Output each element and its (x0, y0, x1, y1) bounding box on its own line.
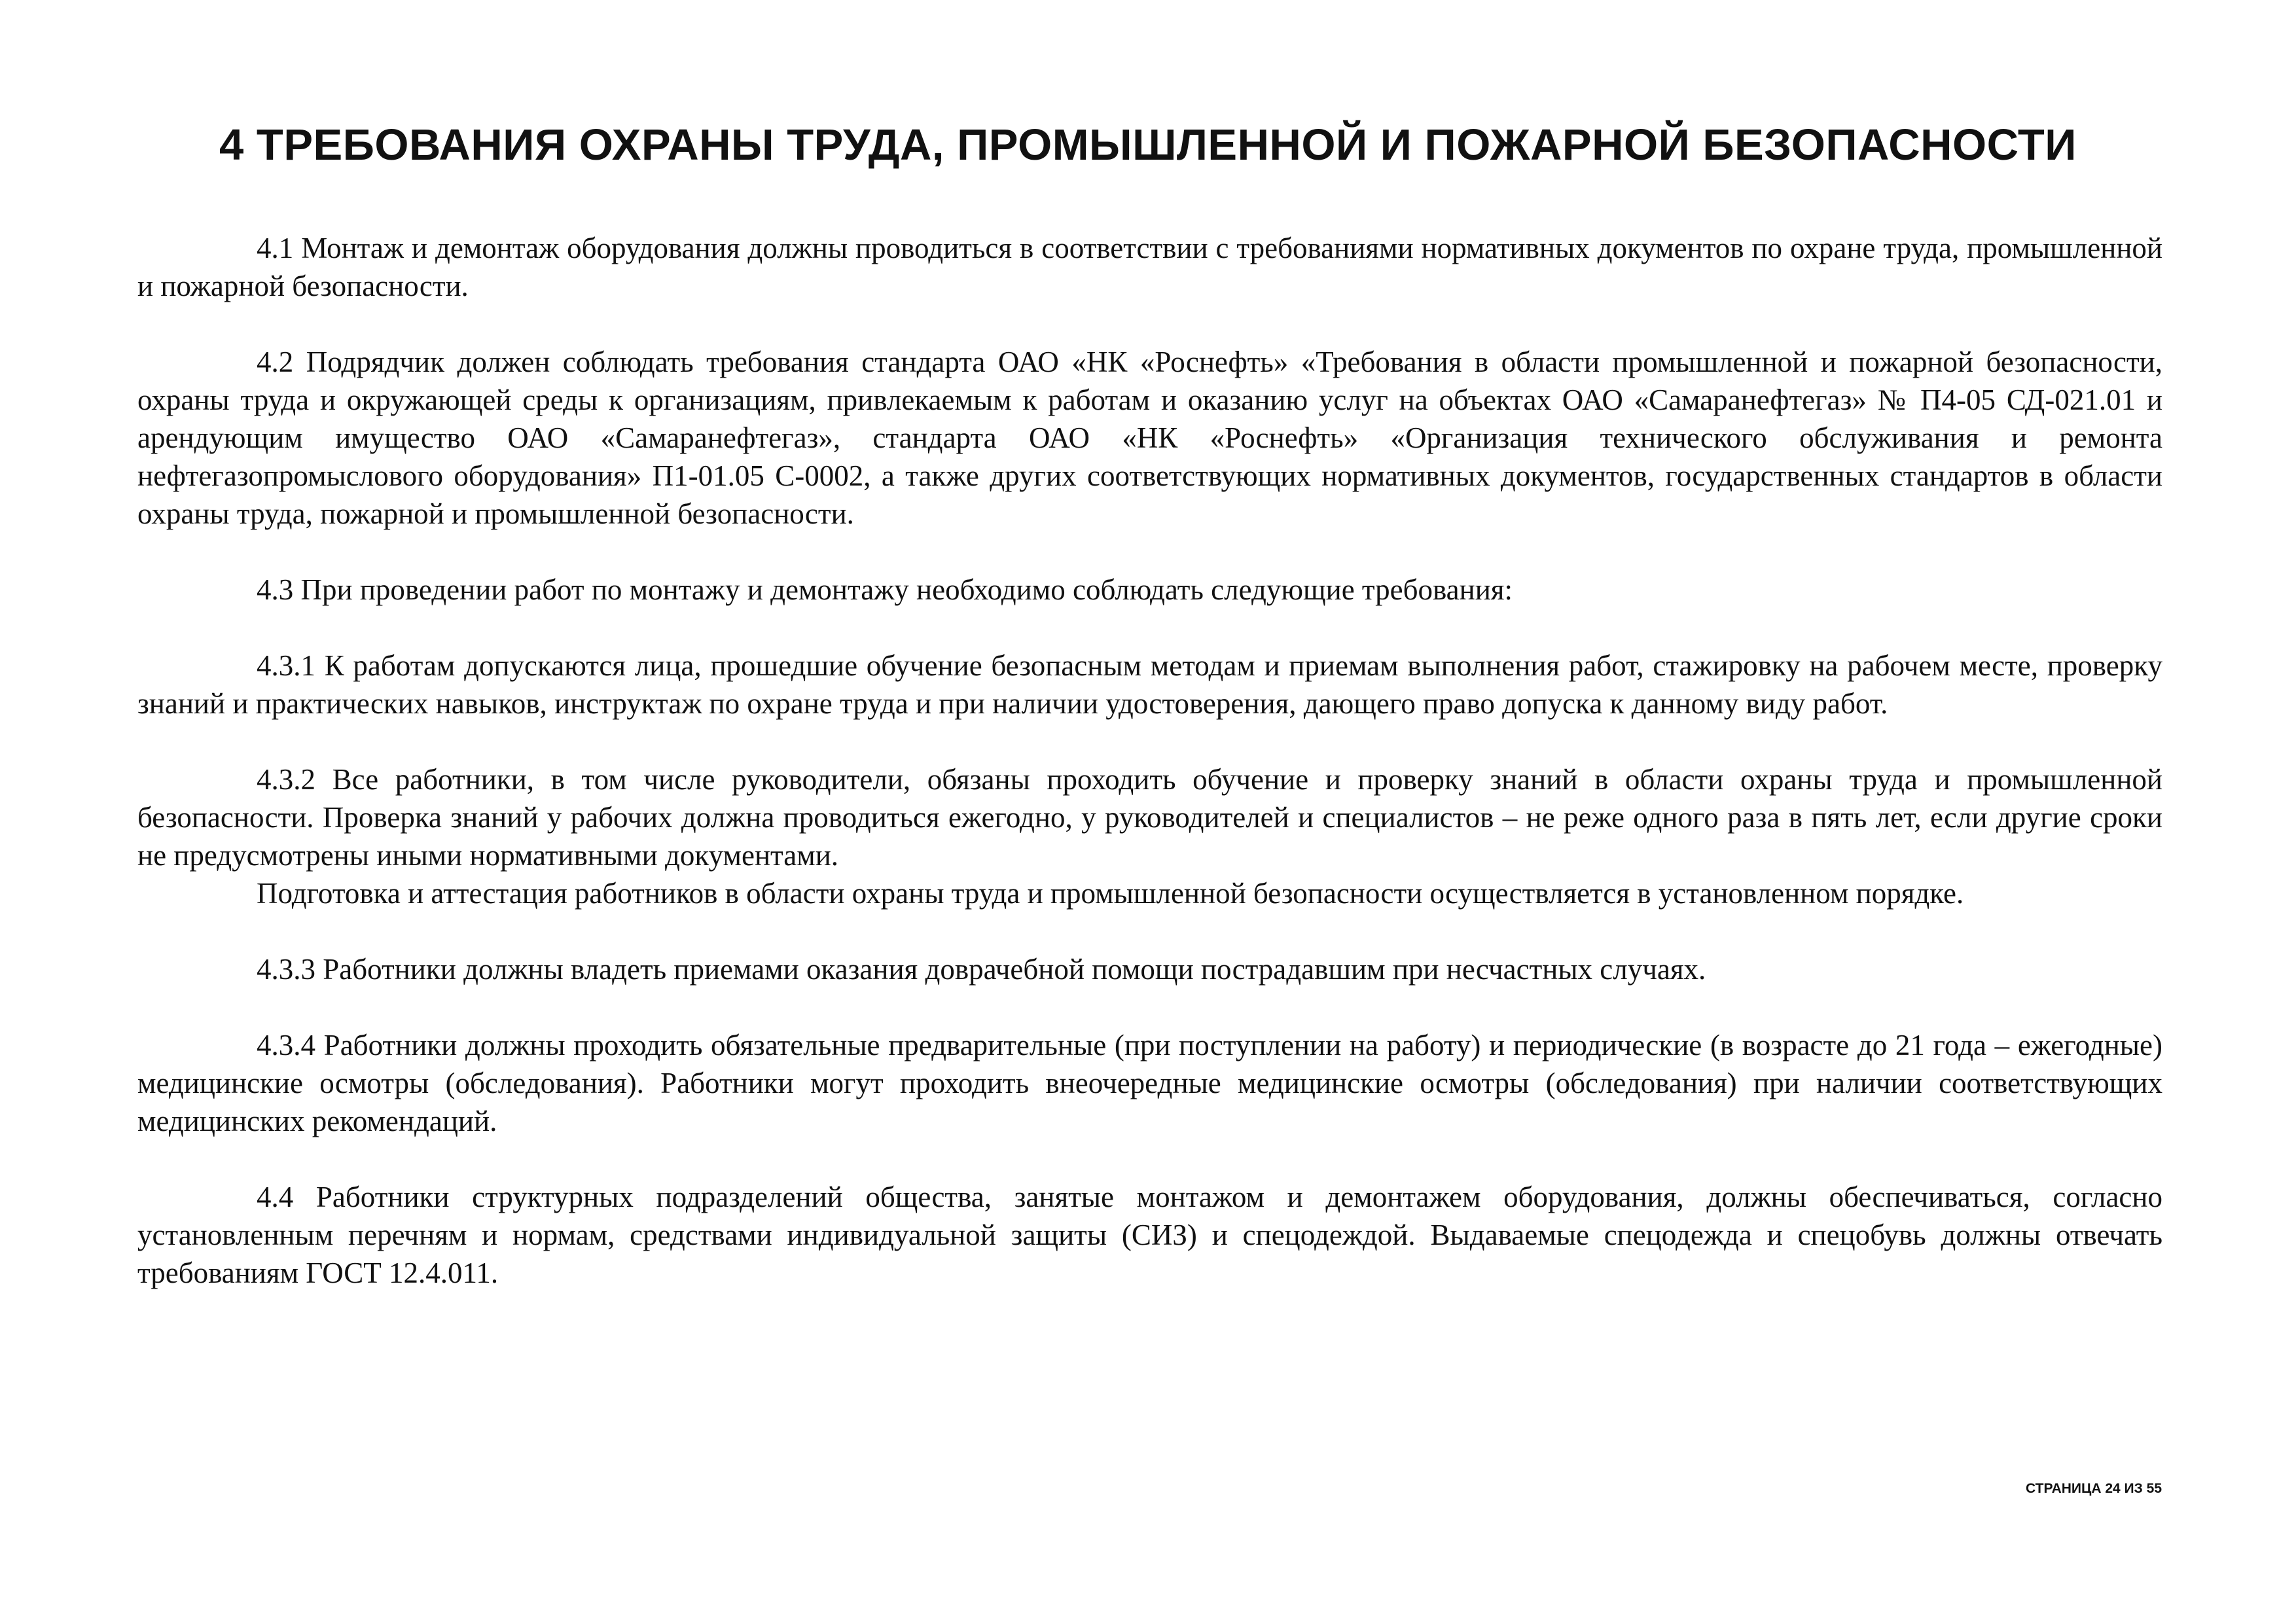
paragraph-4-4: 4.4 Работники структурных подразделений общества, занятые монтажом и демонтажем оборудования, должны обеспечиваться, согласно установленным перечням и нормам, средствами индивидуальной защиты (СИЗ) и спецодеждой. Выдаваемые спецодежда и спецобувь должны отвечать требованиям ГОСТ 12.4.011. (137, 1181, 2162, 1289)
paragraph-4-1: 4.1 Монтаж и демонтаж оборудования должны проводиться в соответствии с требованиями нормативных документов по охране труда, промышленной и пожарной безопасности. (137, 232, 2162, 302)
paragraph-4-3-3: 4.3.3 Работники должны владеть приемами оказания доврачебной помощи пострадавшим при несчастных случаях. (257, 953, 1706, 986)
paragraph-4-3: 4.3 При проведении работ по монтажу и демонтажу необходимо соблюдать следующие требования: (257, 573, 1513, 606)
paragraph-4-3-2-continuation: Подготовка и аттестация работников в области охраны труда и промышленной безопасности осуществляется в установленном порядке. (257, 877, 1964, 910)
page-number: СТРАНИЦА 24 ИЗ 55 (2025, 1481, 2162, 1496)
document-body (137, 229, 2162, 1330)
section-title: 4 ТРЕБОВАНИЯ ОХРАНЫ ТРУДА, ПРОМЫШЛЕННОЙ И ПОЖАРНОЙ БЕЗОПАСНОСТИ (219, 120, 2077, 169)
paragraph-4-3-4: 4.3.4 Работники должны проходить обязательные предварительные (при поступлении на работу) и периодические (в возрасте до 21 года – ежегодные) медицинские осмотры (обследования). Работники могут проходить внеочередные медицинские осмотры (обследования) при наличии соответствующих медицинских рекомендаций. (137, 1029, 2162, 1137)
paragraph-4-2: 4.2 Подрядчик должен соблюдать требования стандарта ОАО «НК «Роснефть» «Требования в области промышленной и пожарной безопасности, охраны труда и окружающей среды к организациям, привлекаемым к работам и оказанию услуг на объектах ОАО «Самаранефтегаз» № П4-05 СД-021.01 и арендующим имущество ОАО «Самаранефтегаз», стандарта ОАО «НК «Роснефть» «Организация технического обслуживания и ремонта нефтегазопромыслового оборудования» П1-01.05 С-0002, а также других соответствующих нормативных документов, государственных стандартов в области охраны труда, пожарной и промышленной безопасности. (137, 346, 2162, 530)
paragraph-4-3-2: 4.3.2 Все работники, в том числе руководители, обязаны проходить обучение и проверку знаний в области охраны труда и промышленной безопасности. Проверка знаний у рабочих должна проводиться ежегодно, у руководителей и специалистов – не реже одного раза в пять лет, если другие сроки не предусмотрены иными нормативными документами. (137, 763, 2162, 872)
paragraph-4-3-1: 4.3.1 К работам допускаются лица, прошедшие обучение безопасным методам и приемам выполнения работ, стажировку на рабочем месте, проверку знаний и практических навыков, инструктаж по охране труда и при наличии удостоверения, дающего право допуска к данному виду работ. (137, 649, 2162, 720)
